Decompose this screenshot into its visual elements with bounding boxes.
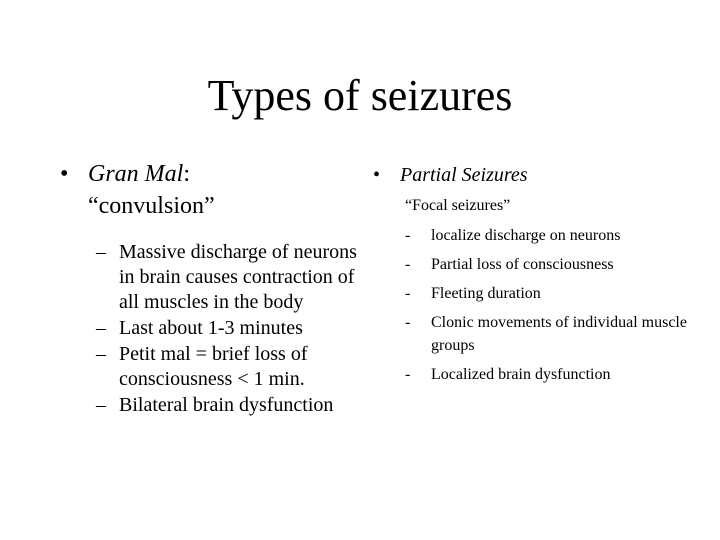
gran-mal-list <box>96 240 370 418</box>
list-item-text: Last about 1-3 minutes <box>119 317 303 339</box>
slide-title: Types of seizures <box>207 71 513 120</box>
list-item-text: Bilateral brain dysfunction <box>119 394 334 416</box>
list-item <box>96 393 370 418</box>
gran-mal-bullet <box>60 158 370 222</box>
partial-seizures-subheading: “Focal seizures” <box>405 197 511 214</box>
list-item <box>96 240 370 315</box>
dash-icon: – <box>96 317 106 339</box>
dash-icon: - <box>405 256 411 273</box>
right-column <box>373 160 693 392</box>
list-item-text: Clonic movements of individual muscle groups <box>431 314 687 354</box>
left-column <box>60 158 370 419</box>
list-item <box>96 342 370 392</box>
list-item-text: Fleeting duration <box>431 285 541 302</box>
list-item-text: Petit mal = brief loss of consciousness < 1 min. <box>119 343 308 390</box>
list-item-text: Massive discharge of neurons in brain causes contraction of all muscles in the body <box>119 241 357 313</box>
dash-icon: - <box>405 314 411 331</box>
dash-icon: – <box>96 343 106 365</box>
list-item-text: Localized brain dysfunction <box>431 366 611 383</box>
list-item <box>405 253 693 276</box>
list-item-text: localize discharge on neurons <box>431 227 621 244</box>
list-item <box>405 311 693 357</box>
heading-colon: : <box>183 161 191 187</box>
dash-icon: - <box>405 285 411 302</box>
bullet-icon: • <box>60 161 69 187</box>
list-item-text: Partial loss of consciousness <box>431 256 614 273</box>
list-item <box>405 363 693 386</box>
gran-mal-subheading: “convulsion” <box>88 193 215 219</box>
bullet-icon: • <box>373 164 381 186</box>
partial-seizures-heading: Partial Seizures <box>400 164 528 186</box>
gran-mal-heading: Gran Mal <box>88 161 184 187</box>
dash-icon: – <box>96 241 106 263</box>
dash-icon: - <box>405 366 411 383</box>
dash-icon: - <box>405 227 411 244</box>
list-item <box>96 316 370 341</box>
dash-icon: – <box>96 394 106 416</box>
list-item <box>405 282 693 305</box>
list-item <box>405 224 693 247</box>
partial-seizures-list <box>405 224 693 386</box>
partial-seizures-bullet <box>373 160 693 222</box>
